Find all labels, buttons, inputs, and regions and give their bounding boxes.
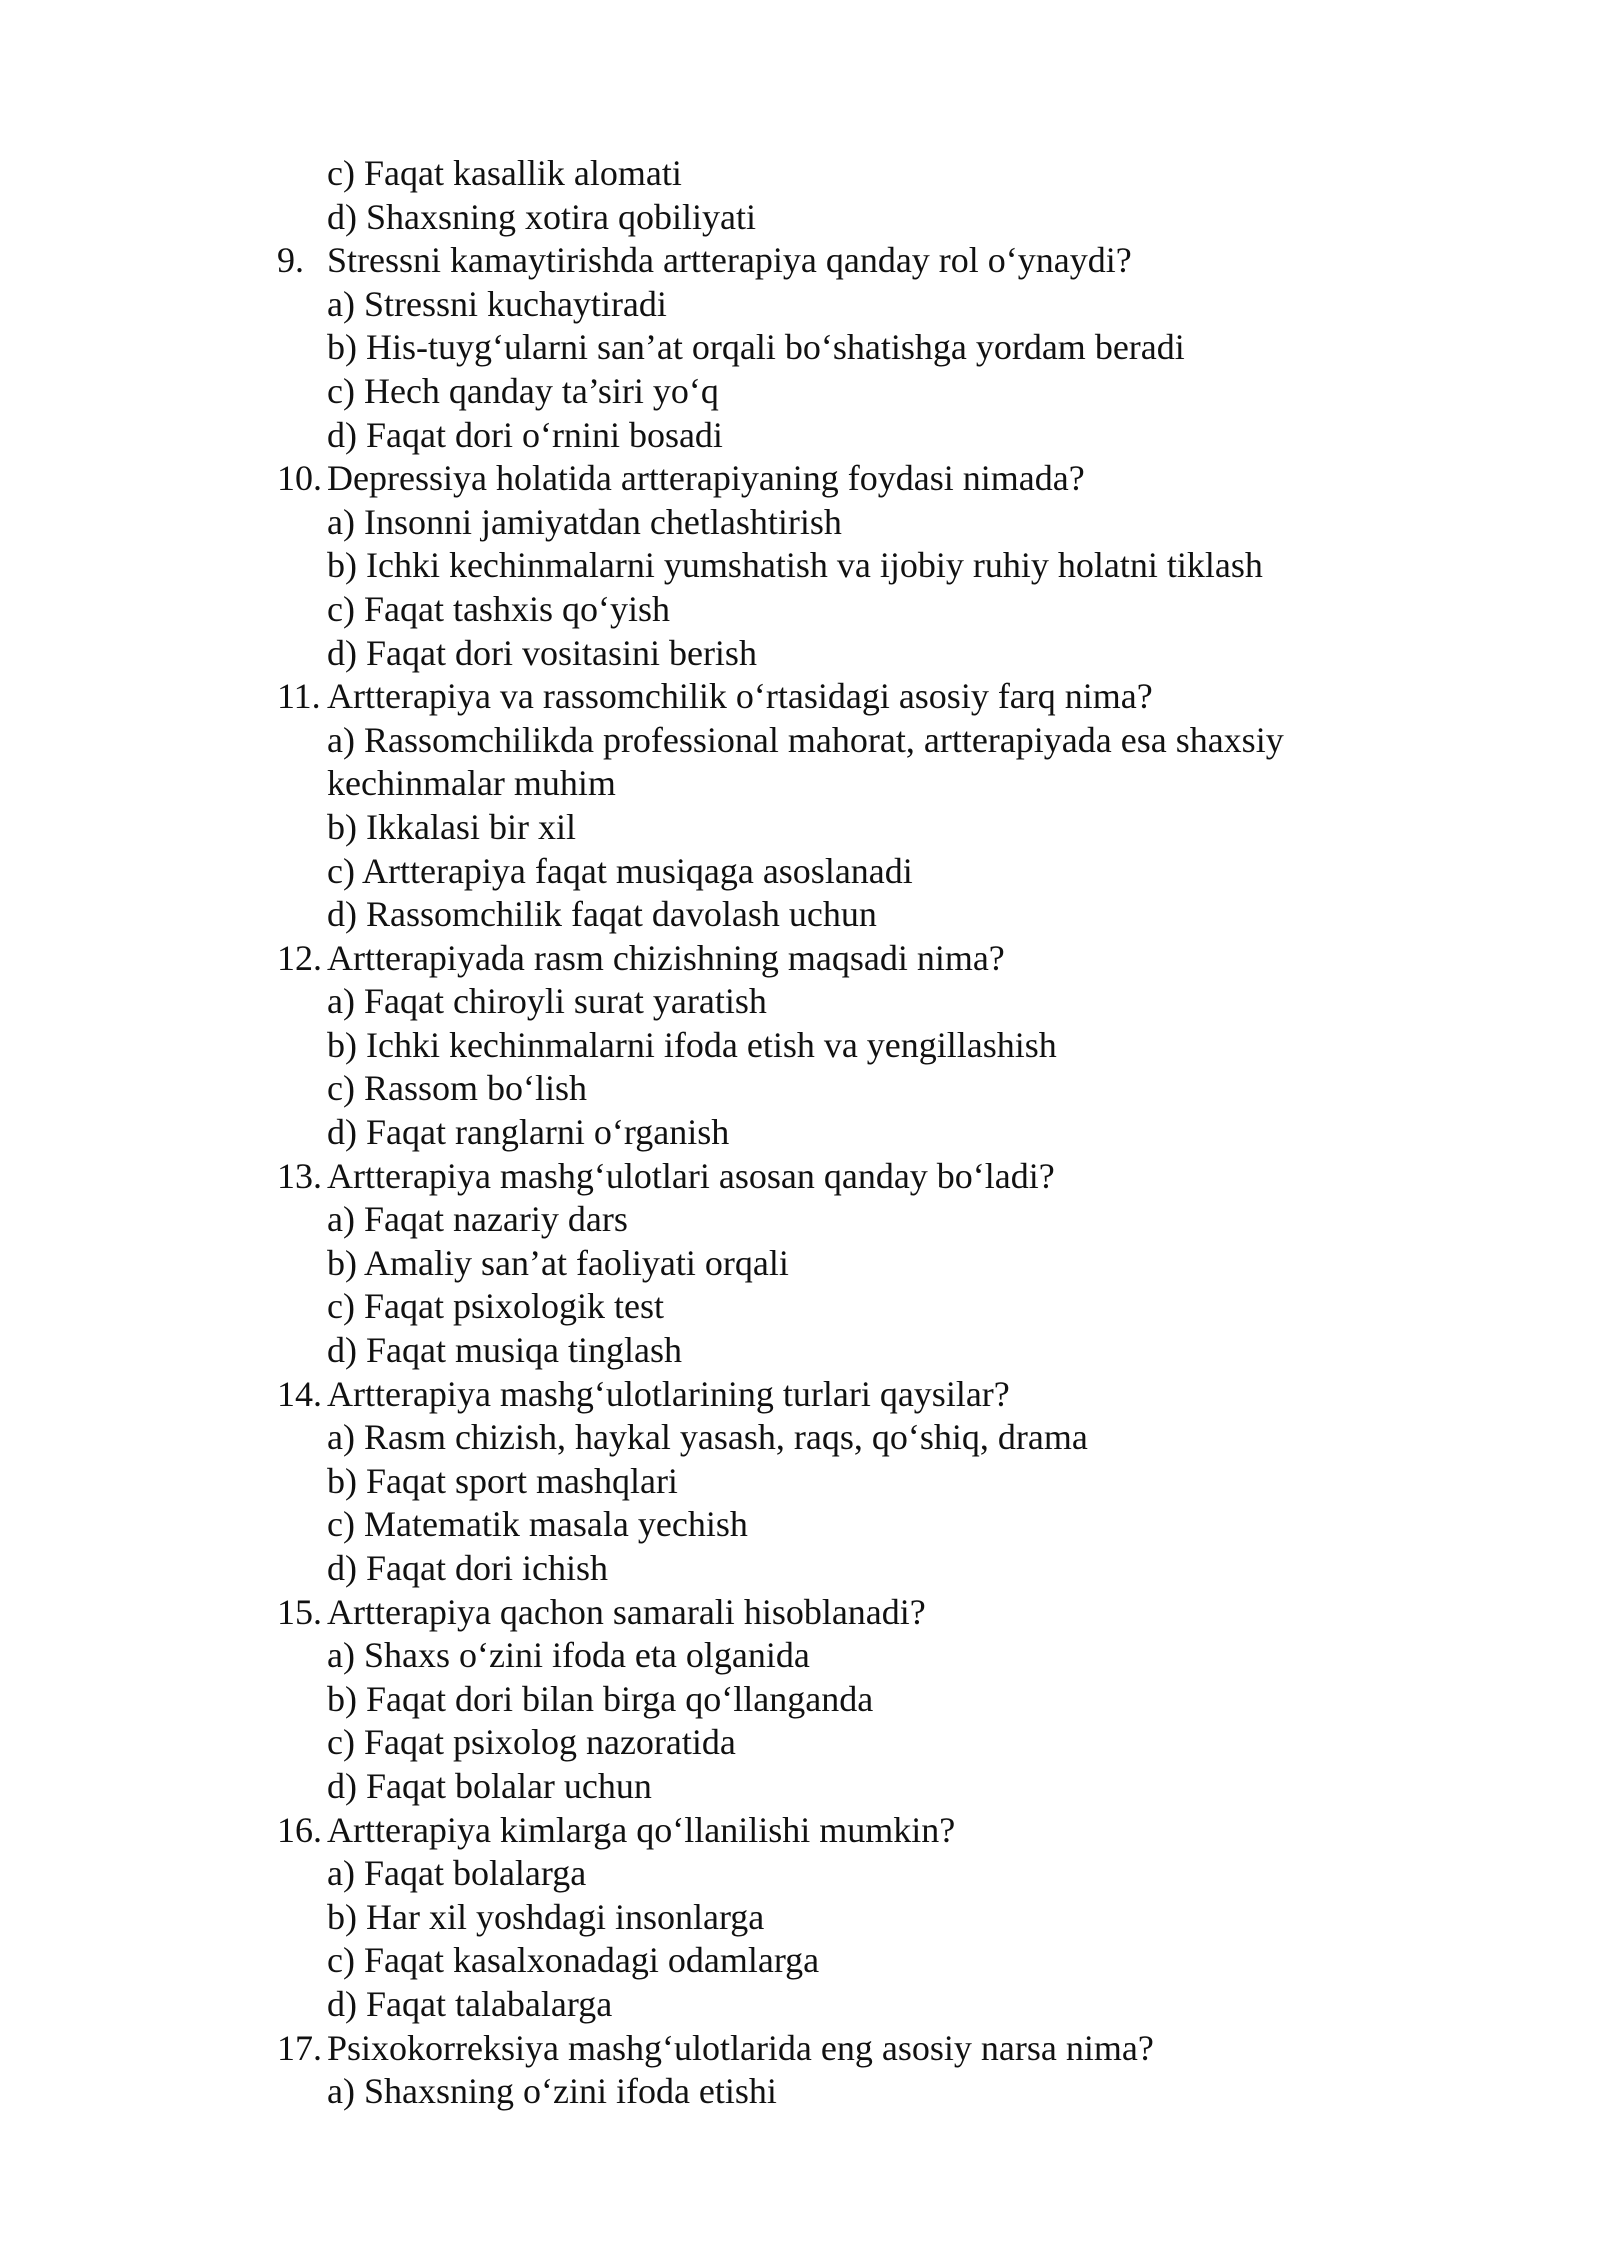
option-line: a) Insonni jamiyatdan chetlashtirish (327, 501, 842, 542)
option-line: b) Ikkalasi bir xil (327, 806, 576, 847)
question-text: Artterapiya qachon samarali hisoblanadi? (327, 1591, 926, 1632)
option-line: d) Faqat talabalarga (327, 1983, 613, 2024)
question-text: Artterapiya mashg‘ulotlari asosan qanday bo‘ladi? (327, 1155, 1055, 1196)
option-line: a) Rasm chizish, haykal yasash, raqs, qo‘shiq, drama (327, 1417, 1088, 1458)
option-line: b) Faqat dori bilan birga qo‘llanganda (327, 1678, 874, 1719)
option-line: d) Rassomchilik faqat davolash uchun (327, 894, 877, 935)
question-line (277, 457, 1357, 501)
option-line: a) Shaxs o‘zini ifoda eta olganida (327, 1635, 810, 1676)
question-13 (277, 1155, 1357, 1373)
question-text: Stressni kamaytirishda artterapiya qanday rol o‘ynaydi? (327, 240, 1132, 281)
option-line: c) Artterapiya faqat musiqaga asoslanadi (327, 850, 913, 891)
question-number: 10. (277, 458, 322, 499)
option-line: a) Stressni kuchaytiradi (327, 283, 667, 324)
question-number: 14. (277, 1373, 322, 1414)
option-line: a) Faqat nazariy dars (327, 1199, 628, 1240)
option-line: c) Hech qanday ta’siri yo‘q (327, 370, 719, 411)
question-line (277, 239, 1357, 283)
question-text: Psixokorreksiya mashg‘ulotlarida eng asosiy narsa nima? (327, 2027, 1154, 2068)
question-line (277, 675, 1357, 719)
question-15 (277, 1591, 1357, 1809)
question-line (277, 1591, 1357, 1635)
option-line: c) Faqat psixolog nazoratida (327, 1722, 736, 1763)
question-number: 16. (277, 1809, 322, 1850)
option-line: d) Faqat musiqa tinglash (327, 1330, 682, 1371)
option-line: d) Faqat ranglarni o‘rganish (327, 1112, 730, 1153)
option-line: a) Rassomchilikda professional mahorat, artterapiyada esa shaxsiy kechinmalar muhim (327, 719, 1284, 804)
option-line: c) Faqat psixologik test (327, 1286, 664, 1327)
question-number: 15. (277, 1591, 322, 1632)
question-line (277, 2027, 1357, 2071)
option-line: b) His-tuyg‘ularni san’at orqali bo‘shatishga yordam beradi (327, 327, 1185, 368)
option-line: a) Shaxsning o‘zini ifoda etishi (327, 2071, 777, 2112)
option-line: a) Faqat chiroyli surat yaratish (327, 981, 767, 1022)
option-line: a) Faqat bolalarga (327, 1853, 587, 1894)
question-number: 12. (277, 937, 322, 978)
option-line: d) Shaxsning xotira qobiliyati (327, 196, 756, 237)
question-16 (277, 1809, 1357, 2027)
question-line (277, 937, 1357, 981)
option-line: c) Rassom bo‘lish (327, 1068, 587, 1109)
question-11 (277, 675, 1357, 937)
option-line: b) Faqat sport mashqlari (327, 1460, 678, 1501)
question-line (277, 1155, 1357, 1199)
option-line: b) Har xil yoshdagi insonlarga (327, 1896, 765, 1937)
option-line: d) Faqat dori vositasini berish (327, 632, 757, 673)
question-12 (277, 937, 1357, 1155)
question-10 (277, 457, 1357, 675)
question-line (277, 1373, 1357, 1417)
question-text: Artterapiyada rasm chizishning maqsadi nima? (327, 937, 1005, 978)
question-text: Artterapiya mashg‘ulotlarining turlari qaysilar? (327, 1373, 1010, 1414)
question-9 (277, 239, 1357, 457)
option-line: b) Ichki kechinmalarni yumshatish va ijobiy ruhiy holatni tiklash (327, 545, 1263, 586)
option-line: c) Faqat kasalxonadagi odamlarga (327, 1940, 820, 1981)
option-line: c) Matematik masala yechish (327, 1504, 748, 1545)
option-line: b) Amaliy san’at faoliyati orqali (327, 1242, 789, 1283)
option-line: b) Ichki kechinmalarni ifoda etish va yengillashish (327, 1024, 1057, 1065)
option-line: d) Faqat bolalar uchun (327, 1765, 652, 1806)
question-number: 9. (277, 240, 304, 281)
question-text: Artterapiya va rassomchilik o‘rtasidagi asosiy farq nima? (327, 676, 1153, 717)
quiz-content (277, 152, 1357, 2114)
question-text: Artterapiya kimlarga qo‘llanilishi mumkin? (327, 1809, 956, 1850)
question-text: Depressiya holatida artterapiyaning foydasi nimada? (327, 458, 1085, 499)
question-14 (277, 1373, 1357, 1591)
question-17 (277, 2027, 1357, 2114)
option-line: c) Faqat tashxis qo‘yish (327, 588, 670, 629)
question-line (277, 1809, 1357, 1853)
question-number: 13. (277, 1155, 322, 1196)
question-number: 17. (277, 2027, 322, 2068)
question-number: 11. (277, 676, 321, 717)
option-line: c) Faqat kasallik alomati (327, 153, 682, 193)
option-line: d) Faqat dori ichish (327, 1548, 608, 1588)
option-line: d) Faqat dori o‘rnini bosadi (327, 414, 723, 455)
